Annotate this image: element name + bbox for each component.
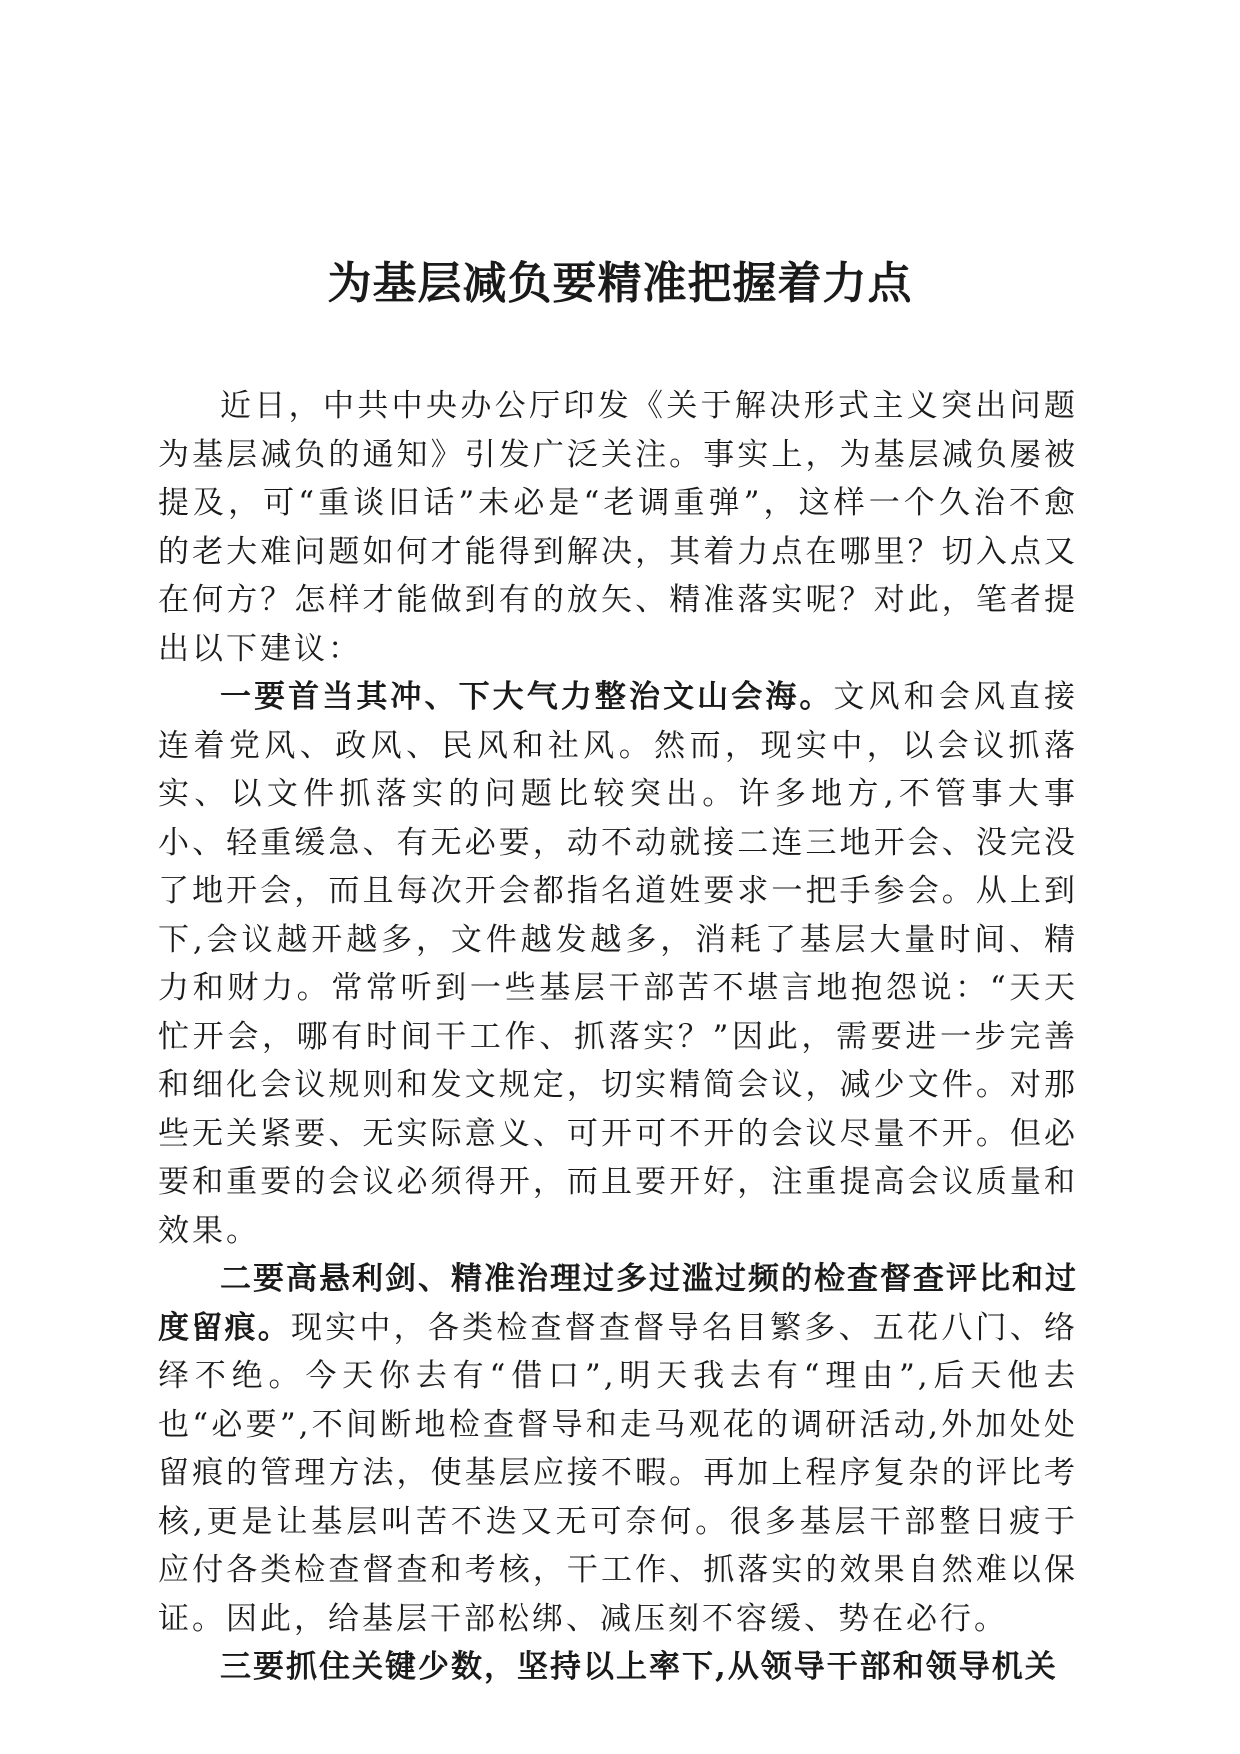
paragraph-lead: 二要高悬利剑、精准治理过多过滥过频的检查督查评比和过度留痕。: [158, 1261, 1078, 1346]
paragraph-point-1: [158, 673, 1078, 1255]
paragraph-lead: 三要抓住关键少数，坚持以上率下,从领导干部和领导机关: [220, 1649, 1058, 1685]
paragraph-point-2: [158, 1255, 1078, 1643]
paragraph-text: 现实中，各类检查督查督导名目繁多、五花八门、络绎不绝。今天你去有“借口”,明天我去有“理由”,后天他去也“必要”,不间断地检查督导和走马观花的调研活动,外加处处留痕的管理方法，使基层应接不暇。再加上程序复杂的评比考核,更是让基层叫苦不迭又无可奈何。很多基层干部整日疲于应付各类检查督查和考核，干工作、抓落实的效果自然难以保证。因此，给基层干部松绑、减压刻不容缓、势在必行。: [158, 1309, 1079, 1637]
paragraph-intro: [158, 382, 1078, 673]
paragraph-text: 近日，中共中央办公厅印发《关于解决形式主义突出问题为基层减负的通知》引发广泛关注。事实上，为基层减负屡被提及，可“重谈旧话”未必是“老调重弹”，这样一个久治不愈的老大难问题如何才能得到解决，其着力点在哪里？切入点又在何方？怎样才能做到有的放矢、精准落实呢？对此，笔者提出以下建议：: [158, 388, 1078, 667]
paragraph-point-3: [158, 1643, 1078, 1692]
document-body: [158, 382, 1078, 1692]
paragraph-lead: 一要首当其冲、下大气力整治文山会海。: [220, 679, 834, 715]
document-title: 为基层减负要精准把握着力点: [327, 258, 913, 309]
paragraph-text: 文风和会风直接连着党风、政风、民风和社风。然而，现实中，以会议抓落实、以文件抓落实的问题比较突出。许多地方,不管事大事小、轻重缓急、有无必要，动不动就接二连三地开会、没完没了地开会，而且每次开会都指名道姓要求一把手参会。从上到下,会议越开越多，文件越发越多，消耗了基层大量时间、精力和财力。常常听到一些基层干部苦不堪言地抱怨说：“天天忙开会，哪有时间干工作、抓落实？”因此，需要进一步完善和细化会议规则和发文规定，切实精简会议，减少文件。对那些无关紧要、无实际意义、可开可不开的会议尽量不开。但必要和重要的会议必须得开，而且要开好，注重提高会议质量和效果。: [158, 679, 1078, 1249]
